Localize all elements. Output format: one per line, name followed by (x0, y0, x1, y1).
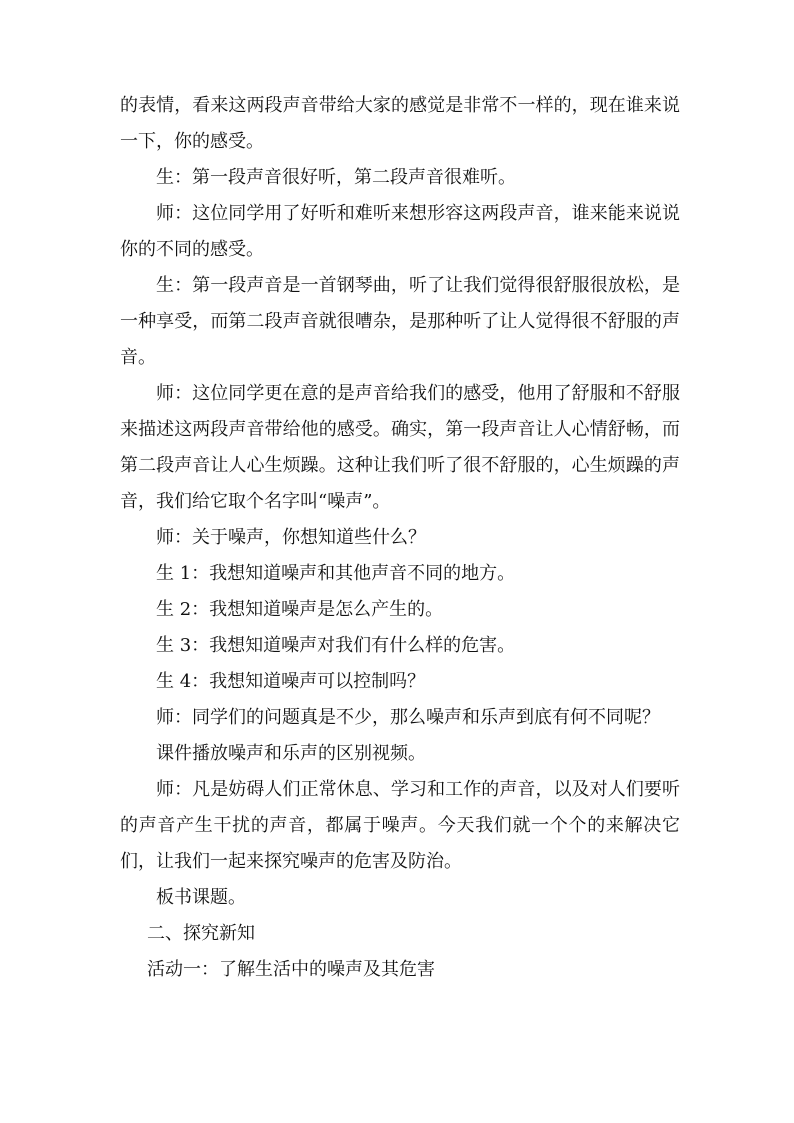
paragraph-student-1: 生 1：我想知道噪声和其他声音不同的地方。 (156, 563, 516, 584)
paragraph-board-note: 板书课题。 (156, 887, 246, 908)
paragraph-student-2: 生 2：我想知道噪声是怎么产生的。 (156, 599, 444, 620)
paragraph-student-response-1: 生：第一段声音很好听，第二段声音很难听。 (156, 167, 516, 188)
activity-heading: 活动一：了解生活中的噪声及其危害 (147, 959, 435, 980)
paragraph-continuation: 的表情，看来这两段声音带给大家的感觉是非常不一样的，现在谁来说一下，你的感受。 (120, 95, 680, 152)
document-body (120, 88, 680, 988)
paragraph-video-note: 课件播放噪声和乐声的区别视频。 (156, 743, 426, 764)
paragraph-student-3: 生 3：我想知道噪声对我们有什么样的危害。 (156, 635, 516, 656)
paragraph-teacher-prompt-1: 师：这位同学用了好听和难听来想形容这两段声音，谁来能来说说你的不同的感受。 (120, 203, 680, 260)
section-heading: 二、探究新知 (147, 923, 255, 944)
paragraph-student-4: 生 4：我想知道噪声可以控制吗？ (156, 671, 426, 692)
paragraph-teacher-transition: 师：同学们的问题真是不少，那么噪声和乐声到底有何不同呢？ (156, 707, 660, 728)
paragraph-student-response-2: 生：第一段声音是一首钢琴曲，听了让我们觉得很舒服很放松，是一种享受，而第二段声音就很嘈杂，是那种听了让人觉得很不舒服的声音。 (120, 275, 680, 368)
paragraph-teacher-definition: 师：凡是妨碍人们正常休息、学习和工作的声音，以及对人们要听的声音产生干扰的声音，都属于噪声。今天我们就一个个的来解决它们，让我们一起来探究噪声的危害及防治。 (120, 779, 680, 872)
paragraph-teacher-question: 师：关于噪声，你想知道些什么？ (156, 527, 426, 548)
paragraph-teacher-summary: 师：这位同学更在意的是声音给我们的感受，他用了舒服和不舒服来描述这两段声音带给他的感受。确实，第一段声音让人心情舒畅，而第二段声音让人心生烦躁。这种让我们听了很不舒服的，心生烦躁的声音，我们给它取个名字叫“噪声”。 (120, 383, 680, 512)
